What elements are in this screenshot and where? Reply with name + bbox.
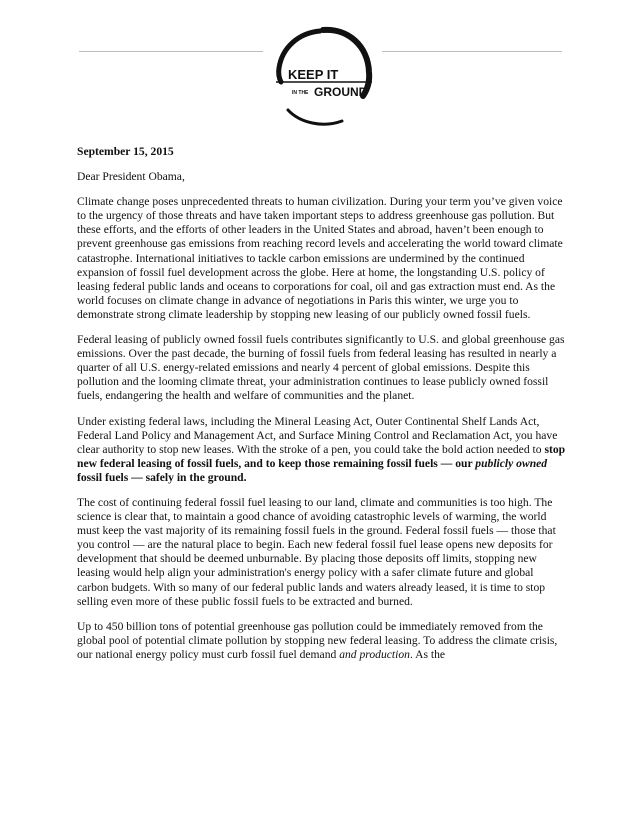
paragraph-3-bold: stop new federal leasing of fossil fuels, and to keep those remaining fossil fuels — our [77, 442, 566, 470]
logo-line2-big: GROUND [314, 85, 368, 99]
keep-it-in-the-ground-logo [268, 22, 378, 132]
paragraph-5 [77, 620, 567, 662]
header-rule-left [79, 51, 263, 52]
paragraph-2: Federal leasing of publicly owned fossil fuels contributes significantly to U.S. and global greenhouse gas emissions. Over the past decade, the burning of fossil fuels from federal leasing has resulted in nearly a quarter of all U.S. energy-related emissions and nearly 4 percent of global emissions. Despite this pollution and the looming climate threat, your administration continues to lease publicly owned fossil fuels, endangering the health and welfare of communities and the planet. [77, 333, 565, 403]
header-rule-right [382, 51, 562, 52]
paragraph-3-bold-end: fossil fuels — safely in the ground. [77, 470, 247, 484]
paragraph-1: Climate change poses unprecedented threats to human civilization. During your term you’ve given voice to the urgency of those threats and have taken important steps to address greenhouse gas pollution. But these efforts, and the efforts of other leaders in the United States and abroad, haven’t been enough to prevent greenhouse gas emissions from reaching record levels and accelerating the world toward climate catastrophe. International initiatives to tackle carbon emissions are undermined by the continued expansion of fossil fuel development across the globe. Here at home, the longstanding U.S. policy of leasing federal public lands and oceans to corporations for coal, oil and gas extraction must end. As the world focuses on climate change in advance of negotiations in Paris this winter, we urge you to demonstrate strong climate leadership by stopping new leasing of our publicly owned fossil fuels. [77, 195, 563, 321]
paragraph-5-text-end: . As the [409, 647, 446, 661]
logo-emblem-icon [268, 22, 378, 132]
paragraph-3-bold-italic: publicly owned [475, 456, 548, 470]
letter-body [77, 145, 567, 673]
paragraph-3-text: Under existing federal laws, including the Mineral Leasing Act, Outer Continental Shelf Lands Act, Federal Land Policy and Management Act, and Surface Mining Control and Reclamation Act, you have clear authority to stop new leases. With the stroke of a pen, you could take the bold action needed to [77, 414, 558, 456]
paragraph-5-italic: and production [339, 647, 410, 661]
logo-line2-small: IN THE [292, 90, 309, 96]
paragraph-4: The cost of continuing federal fossil fuel leasing to our land, climate and communities is too high. The science is clear that, to maintain a good chance of avoiding catastrophic levels of warming, the world must keep the vast majority of its remaining fossil fuels in the ground. Federal fossil fuels — those that you control — are the natural place to begin. Each new federal fossil fuel lease opens new deposits for development that should be deemed unburnable. By placing those deposits off limits, stopping new leasing would help align your administration's energy policy with a safer climate future and global carbon budgets. With so many of our federal public lands and waters already leased, it is time to stop selling even more of these public fossil fuels to be extracted and burned. [77, 495, 556, 608]
paragraph-3 [77, 415, 567, 485]
paragraph-5-text: Up to 450 billion tons of potential greenhouse gas pollution could be immediately removed from the global pool of potential climate pollution by stopping new federal leasing. To address the climate crisis, our national energy policy must curb fossil fuel demand [77, 619, 558, 661]
letter-salutation: Dear President Obama, [77, 170, 185, 184]
logo-line1: KEEP IT [288, 67, 339, 82]
letter-date: September 15, 2015 [77, 145, 174, 158]
